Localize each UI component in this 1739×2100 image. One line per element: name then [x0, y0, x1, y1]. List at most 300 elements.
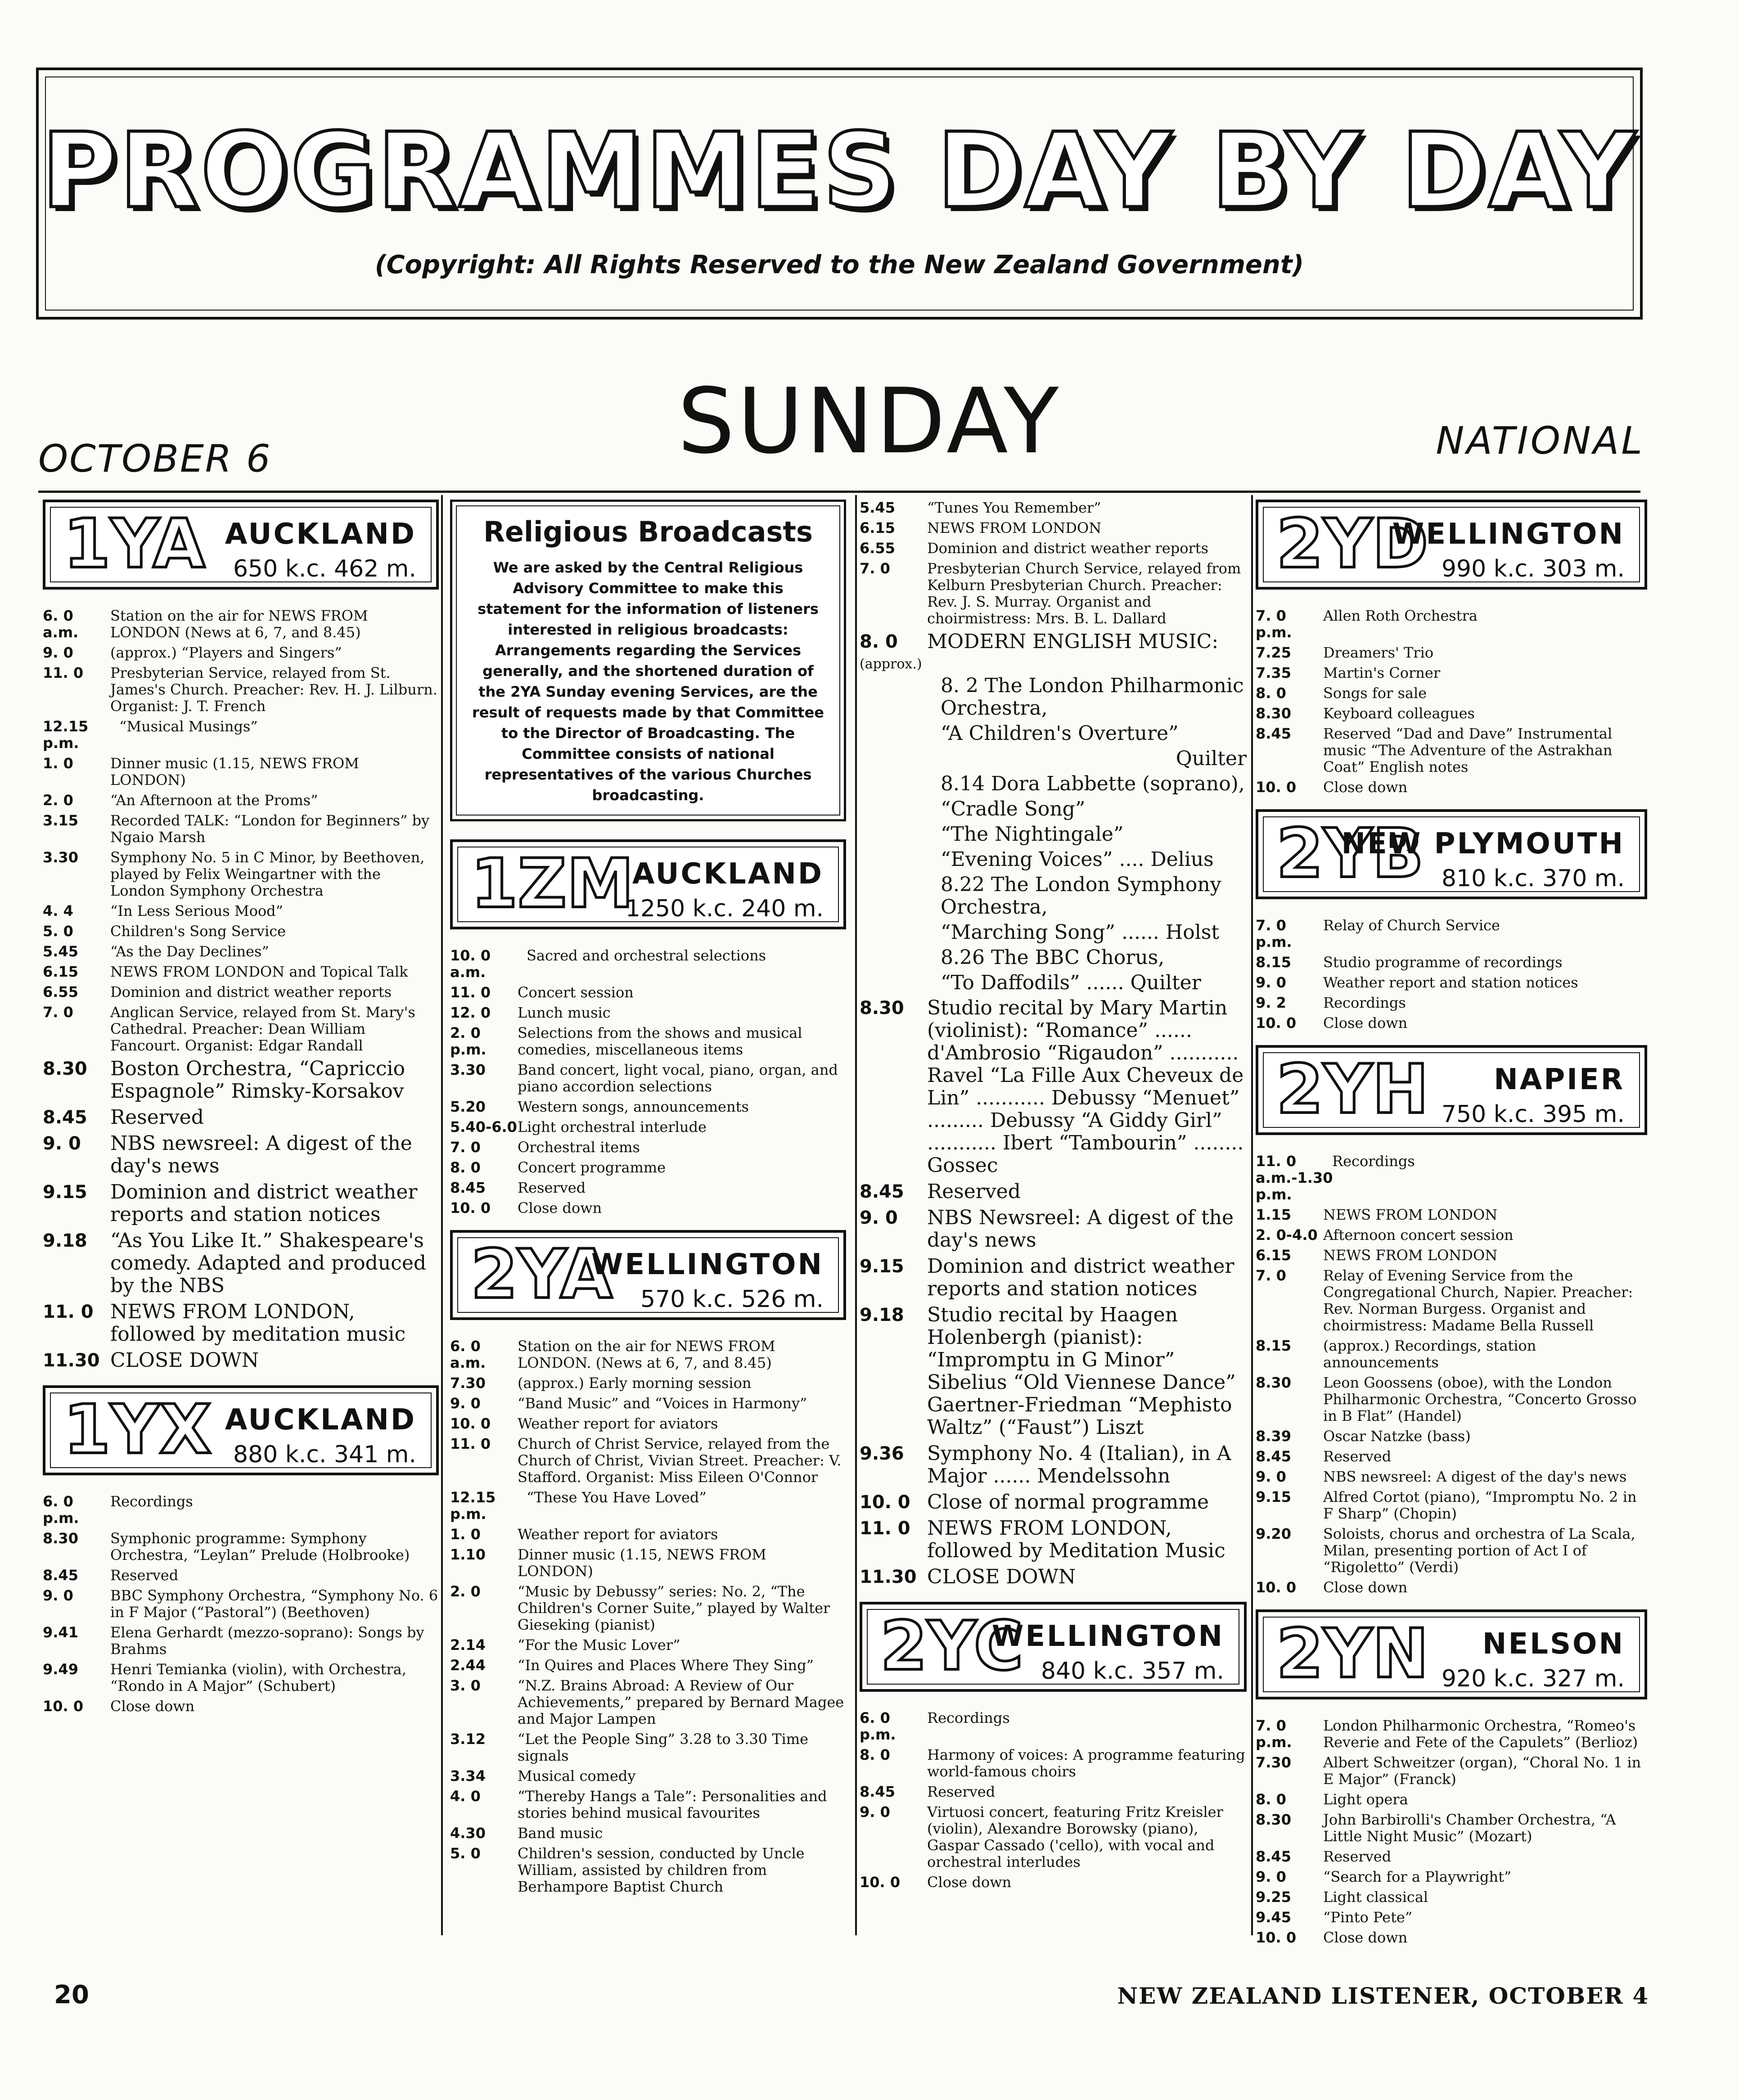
programme-description: “Tunes You Remember” [927, 500, 1101, 516]
programme-row [860, 1874, 1247, 1891]
programme-description: Reserved [1323, 1848, 1392, 1865]
programme-time: 11.30 [860, 1567, 917, 1587]
station-frequency: 840 k.c. 357 m. [1041, 1658, 1224, 1685]
column-4 [1256, 500, 1647, 1950]
programme-description: Symphony No. 5 in C Minor, by Beethoven, played by Felix Weingartner with the London Symphony Orchestra [110, 849, 425, 899]
programme-time: 8.45 [860, 1783, 895, 1800]
religious-broadcasts-box [450, 500, 846, 821]
programme-time: 7.35 [1256, 664, 1291, 681]
programme-list-2yn [1256, 1717, 1647, 1946]
programme-row [450, 1139, 846, 1156]
programme-time: 7. 0 p.m. [1256, 1717, 1292, 1751]
call-sign: 1YX [63, 1391, 212, 1469]
programme-time: 12. 0 [450, 1004, 491, 1021]
programme-time: 6. 0 p.m. [43, 1493, 79, 1527]
programme-time: 7. 0 [1256, 1267, 1286, 1284]
programme-description: Children's session, conducted by Uncle William, assisted by children from Berhampore Baptist Church [518, 1845, 805, 1895]
programme-time: 9.15 [860, 1256, 904, 1277]
station-city: AUCKLAND [225, 518, 416, 551]
programme-time: 5.45 [860, 500, 895, 516]
approx-note: (approx.) [860, 656, 922, 672]
programme-row [1256, 974, 1647, 991]
programme-time: 9. 0 [1256, 974, 1286, 991]
programme-item-line: 8.26 The BBC Chorus, [941, 946, 1165, 969]
programme-time: 7. 0 p.m. [1256, 917, 1292, 951]
programme-description: Weather report for aviators [518, 1526, 718, 1543]
programme-time: 8.45 [43, 1107, 87, 1128]
programme-row [450, 1583, 846, 1633]
programme-description: (approx.) Early morning session [518, 1374, 752, 1392]
programme-time: 2. 0 [43, 792, 73, 809]
programme-time: 6. 0 a.m. [43, 607, 79, 641]
programme-description: Relay of Evening Service from the Congregational Church, Napier. Preacher: Rev. Norman Burgess. Organist and choirmistress: Madame Bella Russell [1323, 1267, 1633, 1334]
programme-description: Light classical [1323, 1888, 1428, 1906]
programme-row [450, 984, 846, 1001]
programme-description: Western songs, announcements [518, 1098, 749, 1115]
programme-row [43, 755, 439, 789]
programme-description: Elena Gerhardt (mezzo-soprano): Songs by Brahms [110, 1624, 424, 1658]
programme-time: 9.15 [43, 1182, 87, 1203]
programme-description: Dominion and district weather reports [927, 540, 1209, 557]
programme-time: 11.30 [43, 1350, 100, 1371]
programme-description: “An Afternoon at the Proms” [110, 792, 318, 809]
programme-row [43, 923, 439, 940]
station-city: NELSON [1482, 1627, 1625, 1661]
page-title: PROGRAMMES DAY BY DAY [41, 111, 1638, 231]
programme-item-line: “Cradle Song” [941, 798, 1086, 820]
programme-description: “For the Music Lover” [518, 1636, 680, 1654]
programme-time: 7.30 [1256, 1754, 1291, 1771]
programme-row [860, 1747, 1247, 1780]
programme-list-2yh [1256, 1153, 1647, 1596]
programme-item-line: 8.22 The London Symphony Orchestra, [941, 873, 1221, 919]
programme-description: London Philharmonic Orchestra, “Romeo's Reverie and Fete of the Capulets” (Berlioz) [1323, 1717, 1638, 1751]
programme-row [1256, 1791, 1647, 1808]
programme-row [1256, 1812, 1647, 1845]
station-frequency: 990 k.c. 303 m. [1441, 555, 1625, 582]
programme-description: Close down [110, 1698, 195, 1715]
programme-row [43, 1106, 439, 1129]
programme-row [450, 1062, 846, 1095]
programme-list-2ya [450, 1338, 846, 1895]
programme-row [1256, 779, 1647, 796]
programme-row [43, 1132, 439, 1177]
programme-time: 8.45 [43, 1567, 78, 1584]
programme-row [860, 1491, 1247, 1514]
programme-list-1yx [43, 1493, 439, 1715]
programme-time: 9.36 [860, 1443, 904, 1464]
programme-description: “As You Like It.” Shakespeare's comedy. Adapted and produced by the NBS [110, 1229, 427, 1297]
station-frequency: 750 k.c. 395 m. [1441, 1101, 1625, 1128]
station-banner-2yc [860, 1602, 1247, 1692]
programme-description: NBS Newsreel: A digest of the day's news [927, 1206, 1234, 1252]
programme-description: Harmony of voices: A programme featuring world-famous choirs [927, 1746, 1245, 1780]
programme-row [450, 1375, 846, 1392]
programme-row [860, 631, 1247, 653]
programme-description: Close down [1323, 779, 1408, 796]
programme-description: Recordings [927, 1709, 1010, 1726]
programme-row [450, 1546, 846, 1580]
programme-description: Weather report for aviators [518, 1415, 718, 1432]
programme-row [860, 1517, 1247, 1562]
station-banner-1zm [450, 839, 846, 929]
call-sign: 2YC [880, 1607, 1023, 1685]
programme-description: Allen Roth Orchestra [1323, 607, 1478, 624]
programme-description: Band music [518, 1825, 603, 1842]
programme-row [450, 1200, 846, 1217]
programme-time: 3.15 [43, 812, 78, 829]
programme-row [450, 1159, 846, 1176]
programme-description: BBC Symphony Orchestra, “Symphony No. 6 in F Major (“Pastoral”) (Beethoven) [110, 1587, 438, 1621]
programme-row [43, 1587, 439, 1621]
programme-row [1256, 1448, 1647, 1465]
station-banner-1ya [43, 500, 439, 590]
programme-row [1256, 1428, 1647, 1445]
programme-row [1256, 1338, 1647, 1371]
programme-description: “Thereby Hangs a Tale”: Personalities and stories behind musical favourites [518, 1788, 827, 1821]
programme-time: 9. 0 [1256, 1468, 1286, 1485]
programme-row [450, 1526, 846, 1543]
programme-time: 11. 0 [860, 1518, 910, 1539]
programme-row [1256, 954, 1647, 971]
programme-description: Musical comedy [518, 1767, 636, 1785]
programme-time: 10. 0 [450, 1415, 491, 1432]
programme-item-line: “Marching Song” ...... Holst [941, 921, 1220, 944]
programme-row [860, 1442, 1247, 1487]
station-frequency: 570 k.c. 526 m. [640, 1286, 824, 1313]
programme-time: 2. 0 p.m. [450, 1024, 487, 1058]
programme-time: 9.18 [43, 1230, 87, 1251]
programme-description: NEWS FROM LONDON, followed by Meditation Music [927, 1517, 1225, 1562]
programme-time: 9.18 [860, 1305, 904, 1325]
programme-row [1256, 1754, 1647, 1788]
programme-row [43, 984, 439, 1000]
programme-time: 8.45 [1256, 1848, 1291, 1865]
column-1 [43, 500, 439, 1718]
programme-description: Boston Orchestra, “Capriccio Espagnole” Rimsky-Korsakov [110, 1057, 405, 1103]
programme-row [43, 608, 439, 641]
programme-time: 5. 0 [43, 923, 73, 940]
programme-row [1256, 1717, 1647, 1751]
programme-item-line: 8. 2 The London Philharmonic Orchestra, [941, 674, 1244, 720]
programme-row [43, 1230, 439, 1297]
station-banner-1yx [43, 1385, 439, 1475]
station-frequency: 1250 k.c. 240 m. [625, 895, 824, 922]
programme-time: 10. 0 [450, 1199, 491, 1217]
page-number: 20 [54, 1980, 89, 2010]
programme-item-line: “A Children's Overture” [941, 722, 1179, 745]
programme-description: Reserved [518, 1179, 586, 1196]
programme-item-line: “To Daffodils” ...... Quilter [941, 971, 1201, 994]
copyright-notice: (Copyright: All Rights Reserved to the New Zealand Government) [374, 250, 1304, 279]
programme-row [43, 964, 439, 980]
programme-row [860, 1566, 1247, 1588]
programme-time: 8.45 [1256, 725, 1291, 742]
programme-description: Martin's Corner [1323, 664, 1441, 681]
programme-row [450, 1415, 846, 1432]
programme-row [43, 1493, 439, 1527]
programme-row [1256, 917, 1647, 951]
programme-row [1256, 1374, 1647, 1424]
programme-time: 9.41 [43, 1624, 78, 1641]
programme-time: 8.30 [860, 998, 904, 1018]
programme-description: Concert programme [518, 1159, 666, 1176]
programme-row [1256, 665, 1647, 681]
programme-description: Oscar Natzke (bass) [1323, 1428, 1471, 1445]
programme-row [450, 1489, 846, 1523]
programme-description: Children's Song Service [110, 923, 286, 940]
programme-description: (approx.) Recordings, station announcements [1323, 1337, 1536, 1371]
programme-time: 11. 0 [450, 984, 491, 1001]
programme-description: Recordings [1323, 994, 1406, 1011]
programme-time: 3.12 [450, 1730, 486, 1748]
station-city: NAPIER [1494, 1063, 1625, 1096]
programme-description: Studio programme of recordings [1323, 954, 1563, 971]
programme-description: Recordings [110, 1493, 193, 1510]
programme-time: 8.39 [1256, 1428, 1291, 1445]
programme-list-2yc [860, 1710, 1247, 1891]
programme-row [860, 1710, 1247, 1743]
programme-row [43, 849, 439, 899]
programme-row [450, 947, 846, 981]
call-sign: 2YD [1276, 505, 1428, 583]
programme-row [43, 718, 439, 752]
programme-row [860, 1207, 1247, 1252]
issue-date: OCTOBER 6 [38, 437, 272, 481]
programme-time: 8. 0 [1256, 685, 1286, 702]
programme-description: Dominion and district weather reports and station notices [110, 1181, 418, 1226]
programme-description: Orchestral items [518, 1139, 640, 1156]
programme-list-2yb [1256, 917, 1647, 1032]
programme-description: Band concert, light vocal, piano, organ, and piano accordion selections [518, 1061, 838, 1095]
programme-description: Songs for sale [1323, 685, 1427, 702]
programme-description: “In Less Serious Mood” [110, 902, 283, 919]
column-2 [450, 500, 846, 1899]
programme-row [450, 1768, 846, 1785]
programme-description: CLOSE DOWN [927, 1565, 1076, 1588]
call-sign: 2YN [1276, 1615, 1429, 1693]
programme-row [860, 1181, 1247, 1203]
programme-time: 5. 0 [450, 1845, 481, 1862]
programme-time: 10. 0 [1256, 1579, 1297, 1596]
programme-time: 7.25 [1256, 644, 1291, 661]
programme-row [43, 943, 439, 960]
programme-row [1256, 644, 1647, 661]
programme-description: Close down [1323, 1579, 1408, 1596]
programme-time: 9.15 [1256, 1488, 1291, 1505]
programme-item-line: 8.14 Dora Labbette (soprano), [941, 772, 1245, 795]
programme-description: Lunch music [518, 1004, 611, 1021]
programme-list-2ya-evening [860, 997, 1247, 1588]
programme-time: 9.20 [1256, 1525, 1291, 1542]
programme-row [43, 1698, 439, 1715]
programme-description: “As the Day Declines” [110, 943, 269, 960]
programme-description: Close down [518, 1199, 602, 1217]
column-divider [1251, 495, 1253, 1935]
programme-description: NEWS FROM LONDON [1323, 1206, 1498, 1223]
programme-row [43, 1624, 439, 1658]
programme-row [860, 997, 1247, 1177]
programme-time: 10. 0 [860, 1874, 901, 1891]
programme-description: Henri Temianka (violin), with Orchestra, “Rondo in A Major” (Schubert) [110, 1661, 406, 1694]
programme-description: Dominion and district weather reports and station notices [927, 1255, 1234, 1300]
programme-time: 5.20 [450, 1098, 486, 1115]
programme-time: 3.30 [43, 849, 78, 866]
programme-time: 5.45 [43, 943, 78, 960]
programme-description: Studio recital by Mary Martin (violinist): “Romance” ...... d'Ambrosio “Rigaudon” ........... Ravel “La Fille Aux Cheveux de Lin” ........... Debussy “Menuet” ......... Debussy “A Giddy Girl” ........... Ibert “Tambourin” ........ Gossec [927, 996, 1244, 1177]
programme-description: Recordings [1332, 1153, 1415, 1170]
programme-description: Dinner music (1.15, NEWS FROM LONDON) [110, 755, 359, 789]
programme-time: 9. 0 [43, 1133, 81, 1154]
programme-description: Reserved “Dad and Dave” Instrumental music “The Adventure of the Astrakhan Coat” English notes [1323, 725, 1613, 775]
programme-row [450, 1395, 846, 1412]
programme-row [1256, 995, 1647, 1011]
programme-row [43, 1181, 439, 1226]
column-divider [855, 495, 857, 1935]
programme-time: 11. 0 [450, 1435, 491, 1452]
programme-time: 7.30 [450, 1374, 486, 1392]
programme-description: Recorded TALK: “London for Beginners” by Ngaio Marsh [110, 812, 430, 846]
programme-description: Light opera [1323, 1791, 1408, 1808]
programme-description: “Musical Musings” [119, 718, 258, 735]
programme-description: “In Quires and Places Where They Sing” [518, 1657, 814, 1674]
programme-time: 2. 0-4.0 [1256, 1226, 1318, 1244]
programme-row [450, 1119, 846, 1136]
programme-row [450, 1845, 846, 1895]
programme-row [450, 1436, 846, 1486]
programme-description: “Search for a Playwright” [1323, 1868, 1512, 1885]
programme-description: Close of normal programme [927, 1491, 1209, 1514]
programme-time: 9.25 [1256, 1888, 1291, 1906]
programme-time: 8. 0 [860, 1746, 890, 1763]
programme-description: “Band Music” and “Voices in Harmony” [518, 1395, 807, 1412]
programme-time: 11. 0 a.m.-1.30 p.m. [1256, 1153, 1333, 1203]
programme-row [450, 1180, 846, 1196]
programme-description: NEWS FROM LONDON [927, 519, 1102, 536]
programme-time: 12.15 p.m. [43, 718, 89, 752]
column-3 [860, 500, 1247, 1894]
programme-row [1256, 705, 1647, 722]
programme-row [1256, 1579, 1647, 1596]
station-frequency: 810 k.c. 370 m. [1441, 865, 1625, 892]
programme-time: 3.34 [450, 1767, 486, 1785]
programme-time: 7. 0 p.m. [1256, 607, 1292, 641]
programme-list-1ya-evening [43, 1058, 439, 1372]
programme-time: 4.30 [450, 1825, 486, 1842]
programme-time: 7. 0 [43, 1004, 73, 1021]
programme-row [450, 1657, 846, 1674]
programme-description: Station on the air for NEWS FROM LONDON. (News at 6, 7, and 8.45) [518, 1338, 775, 1371]
programme-row [450, 1025, 846, 1058]
programme-description: “These You Have Loved” [527, 1489, 707, 1506]
programme-time: 9. 0 [1256, 1868, 1286, 1885]
programme-row [43, 903, 439, 919]
programme-time: 7. 0 [450, 1139, 481, 1156]
programme-list-2yd [1256, 608, 1647, 796]
programme-description: Alfred Cortot (piano), “Impromptu No. 2 in F Sharp” (Chopin) [1323, 1488, 1637, 1522]
programme-time: 8.30 [1256, 705, 1291, 722]
programme-description: Relay of Church Service [1323, 917, 1500, 934]
programme-description: John Barbirolli's Chamber Orchestra, “A Little Night Music” (Mozart) [1323, 1811, 1616, 1845]
programme-row [43, 812, 439, 846]
programme-time: 2.14 [450, 1636, 486, 1654]
programme-description: NEWS FROM LONDON [1323, 1247, 1498, 1264]
programme-time: 10. 0 [860, 1492, 910, 1513]
call-sign: 1YA [63, 505, 205, 583]
programme-description: CLOSE DOWN [110, 1349, 259, 1372]
programme-row [860, 520, 1247, 536]
programme-row [43, 1301, 439, 1346]
programme-row [43, 1058, 439, 1103]
programme-description: Weather report and station notices [1323, 974, 1578, 991]
programme-row [1256, 1227, 1647, 1244]
programme-description: Albert Schweitzer (organ), “Choral No. 1 in E Major” (Franck) [1323, 1754, 1641, 1788]
programme-item-line: “Evening Voices” .... Delius [941, 848, 1214, 871]
programme-description: Church of Christ Service, relayed from the Church of Christ, Vivian Street. Preacher: V. Stafford. Organist: Miss Eileen O'Connor [518, 1435, 842, 1486]
programme-time: 8.30 [43, 1059, 87, 1079]
programme-row [43, 665, 439, 715]
programme-row [1256, 1469, 1647, 1485]
programme-row [450, 1099, 846, 1115]
programme-time: 10. 0 [43, 1698, 84, 1715]
programme-row [1256, 1489, 1647, 1522]
programme-time: 8.30 [43, 1530, 78, 1547]
programme-description: NEWS FROM LONDON and Topical Talk [110, 963, 408, 980]
station-frequency: 880 k.c. 341 m. [233, 1441, 416, 1468]
programme-description: Reserved [1323, 1448, 1392, 1465]
programme-description: “Music by Debussy” series: No. 2, “The Children's Corner Suite,” played by Walter Gieseking (pianist) [518, 1583, 830, 1633]
programme-row [450, 1637, 846, 1654]
programme-time: 9.45 [1256, 1909, 1291, 1926]
programme-row [43, 1661, 439, 1694]
programme-list-2ya-continued [860, 500, 1247, 627]
programme-row [860, 1804, 1247, 1870]
programme-description: “Pinto Pete” [1323, 1909, 1413, 1926]
programme-time: 8.45 [1256, 1448, 1291, 1465]
programme-row [450, 1825, 846, 1842]
programme-description: NBS newsreel: A digest of the day's news [110, 1132, 412, 1177]
programme-time: 10. 0 [1256, 779, 1297, 796]
programme-time: 6.15 [1256, 1247, 1291, 1264]
header-rule [38, 491, 1640, 493]
programme-row [450, 1788, 846, 1821]
programme-description: Reserved [927, 1180, 1021, 1203]
programme-time: 8.45 [860, 1181, 904, 1202]
programme-row [43, 792, 439, 809]
programme-description: Reserved [927, 1783, 996, 1800]
programme-row [1256, 685, 1647, 702]
programme-row [1256, 726, 1647, 775]
programme-description: Close down [927, 1874, 1012, 1891]
programme-description: “Let the People Sing” 3.28 to 3.30 Time signals [518, 1730, 809, 1764]
station-banner-2yd [1256, 500, 1647, 590]
programme-heading: MODERN ENGLISH MUSIC: [927, 630, 1219, 653]
programme-description: (approx.) “Players and Singers” [110, 644, 342, 661]
programme-row [860, 1255, 1247, 1300]
programme-description: Light orchestral interlude [518, 1118, 707, 1136]
station-banner-2yh [1256, 1045, 1647, 1135]
programme-description: Close down [1323, 1929, 1408, 1946]
modern-english-music-items [860, 675, 1247, 994]
programme-time: 6.15 [860, 519, 895, 536]
programme-time: 9. 0 [860, 1803, 890, 1821]
programme-row [860, 500, 1247, 516]
station-city: WELLINGTON [591, 1248, 824, 1281]
programme-time: 10. 0 [1256, 1014, 1297, 1032]
programme-description: Leon Goossens (oboe), with the London Philharmonic Orchestra, “Concerto Grosso in B Flat” (Handel) [1323, 1374, 1637, 1424]
programme-description: “N.Z. Brains Abroad: A Review of Our Achievements,” prepared by Bernard Magee and Major Lampen [518, 1677, 844, 1727]
programme-time: 12.15 p.m. [450, 1489, 496, 1523]
